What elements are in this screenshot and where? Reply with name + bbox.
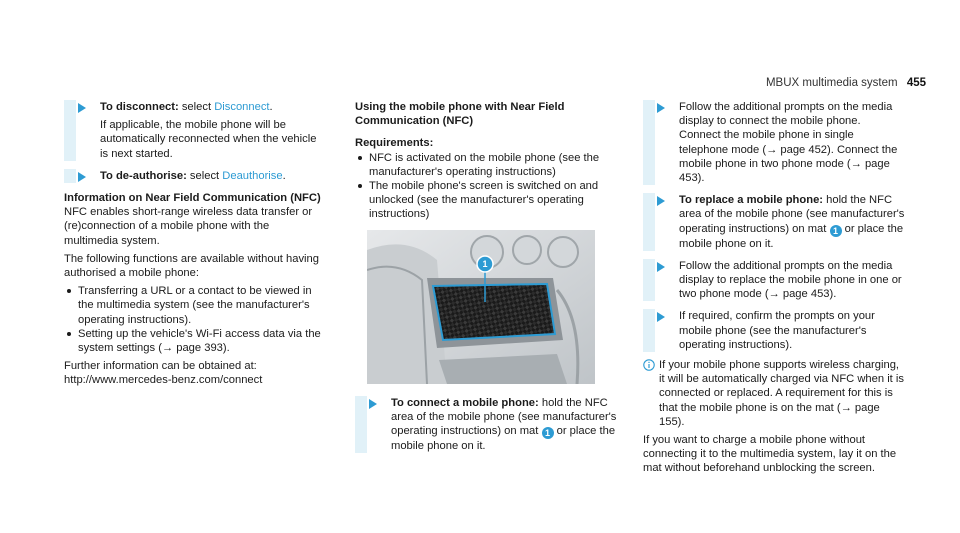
further-info: Further information can be obtained at: http://www.mercedes-benz.com/connect [64,360,263,387]
list-item: The mobile phone's screen is switched on and unlocked (see the manufacturer's operating instructions) [355,179,617,222]
center-console-illustration [367,230,595,384]
requirements-list [355,151,617,222]
step-text: hold the NFC area of the mobile phone (see manufacturer's operating instructions) on mat [679,194,905,235]
deauthorise-link[interactable]: Deauthorise [222,169,283,182]
step-text: If required, confirm the prompts on your mobile phone (see the manufacturer's operating instructions). [679,310,875,351]
step-arrow-icon [369,399,377,409]
page-header [766,76,926,90]
step-text: or place the mobile phone on it. [391,425,616,453]
step-text: Follow the additional prompts on the media display to replace the mobile phone in one or two phone mode (→ page 453). [679,259,902,301]
column-2 [355,100,617,459]
step-arrow-icon [657,312,665,322]
list-item: Setting up the vehicle's Wi-Fi access data via the system settings (→ page 393). [64,327,326,355]
functions-intro: The following functions are available without having authorised a mobile phone: [64,252,319,280]
step-arrow-icon [657,196,665,206]
connect-step [355,396,617,454]
mat-marker-badge: 1 [542,427,554,439]
column-3 [643,100,905,480]
column-1 [64,100,326,392]
disconnect-step [64,100,326,161]
list-item: NFC is activated on the mobile phone (see the manufacturer's operating instructions) [355,151,617,179]
mat-marker-badge: 1 [830,225,842,237]
replace-prompts-step [643,259,905,302]
disconnect-link[interactable]: Disconnect [214,101,270,113]
charge-instructions: If you want to charge a mobile phone without connecting it to the multimedia system, lay it on the mat without beforehand unblocking the screen. [643,434,897,475]
step-lead: To de-authorise: [100,169,187,182]
requirements-label: Requirements: [355,137,434,150]
step-arrow-icon [657,103,665,113]
step-text: Follow the additional prompts on the media display to connect the mobile phone. Connect the mobile phone in single telephone mode (→ page 452). Connect the mobile phone in two phone mode (→ page 453). [679,101,898,185]
replace-step [643,193,905,251]
confirm-step [643,309,905,352]
step-lead: To disconnect: [100,101,179,113]
info-icon [643,359,655,371]
step-arrow-icon [78,172,86,182]
nfc-description: NFC enables short-range wireless data transfer or (re)connection of a mobile phone with the multimedia system. [64,206,313,247]
follow-prompts-step [643,100,905,185]
list-item: Transferring a URL or a contact to be viewed in the multimedia system (see the manufacturer's operating instructions). [64,284,326,327]
nfc-heading: Information on Near Field Communication (NFC) [64,192,321,205]
step-lead: To replace a mobile phone: [679,194,824,207]
nfc-mat-photo [367,230,595,384]
step-text: . [269,101,273,113]
step-text: . [282,169,286,182]
step-text: hold the NFC area of the mobile phone (see manufacturer's operating instructions) on mat [391,396,617,438]
deauthorise-step [64,169,326,183]
step-text: select [186,169,223,182]
charging-note [643,358,905,429]
step-result: If applicable, the mobile phone will be automatically reconnected when the vehicle is next started. [100,119,317,160]
step-text: select [178,101,215,113]
step-arrow-icon [657,262,665,272]
step-text: or place the mobile phone on it. [679,222,904,250]
step-lead: To connect a mobile phone: [391,396,539,409]
page-number: 455 [906,77,926,89]
mat-marker-label: 1 [482,258,488,269]
running-title: MBUX multimedia system [765,77,898,89]
step-arrow-icon [78,103,86,113]
functions-list [64,284,326,355]
note-text: If your mobile phone supports wireless charging, it will be automatically charged via NFC when it is connected or replaced. A requirement for this is that the mobile phone is on the mat (→ page 155). [659,359,904,428]
nfc-use-heading: Using the mobile phone with Near Field Communication (NFC) [355,101,565,128]
